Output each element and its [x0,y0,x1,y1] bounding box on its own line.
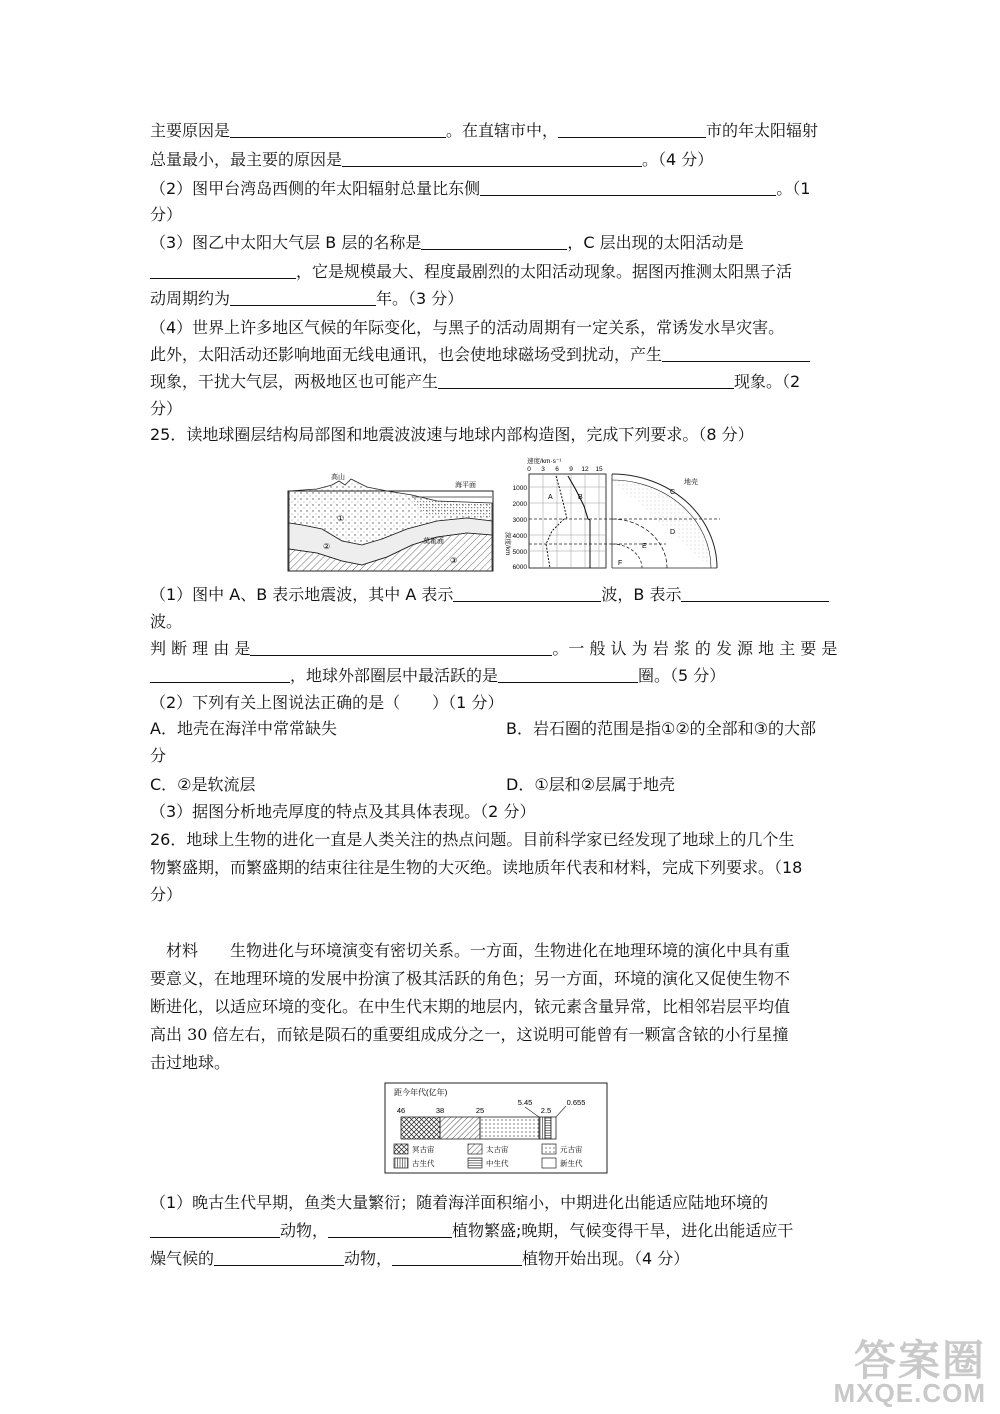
text-line [150,261,792,283]
text: 圈。（5 分） [638,666,726,685]
q25-2-line: （2）下列有关上图说法正确的是（ ）（1 分） [150,693,504,712]
text: 动周期约为 [150,289,231,308]
text: ，C 层出现的太阳活动是 [567,233,744,252]
answer-blank[interactable] [250,639,552,656]
legend-label: 太古宙 [486,1145,509,1154]
earth-sphere-figure [287,473,497,573]
text: 现象。（2 [734,372,801,391]
mesozoic-segment [545,1117,551,1139]
answer-blank[interactable] [681,585,829,602]
legend-label: 中生代 [486,1159,509,1168]
tick-label: 5.45 [517,1098,533,1107]
answer-blank[interactable] [421,233,567,250]
q24-4-line: （4）世界上许多地区气候的年际变化，与黑子的活动周期有一定关系，常诱发水旱灾害。 [150,318,785,337]
q26-stem-2: 物繁盛期，而繁盛期的结束往往是生物的大灭绝。读地质年代表和材料，完成下列要求。（18 [150,858,803,877]
label-b: B [578,494,583,501]
answer-blank[interactable] [453,585,601,602]
text: 燥气候的 [150,1249,215,1268]
text-line [150,288,463,310]
legend-swatch [468,1158,482,1168]
answer-blank[interactable] [150,1221,280,1238]
q25-3-line: （3）据图分析地壳厚度的特点及其具体表现。（2 分） [150,802,536,821]
legend-swatch [394,1158,408,1168]
label-c: C [670,489,676,496]
tick-label: 0.655 [566,1098,586,1107]
tick-label: 0 [527,466,531,473]
answer-blank[interactable] [392,1249,522,1266]
q24-line-2 [150,149,713,171]
watermark-logo: 答案圈 [853,1337,986,1384]
text-line [150,371,800,393]
tick-label: 12 [581,466,589,473]
hadean-segment [401,1117,440,1139]
text: 现象，干扰大气层，两极地区也可能产生 [150,372,439,391]
text: （2）图甲台湾岛西侧的年太阳辐射总量比东侧 [150,179,481,198]
text-line: 分 [150,746,167,765]
mountain-label: 高山 [331,474,345,481]
seismic-wave-figure [494,456,720,570]
text-line [150,1248,689,1270]
answer-blank[interactable] [498,666,638,683]
y-tick-labels [513,485,528,570]
text: 动物， [344,1249,393,1268]
q24-line-1 [150,120,818,142]
cenozoic-segment [551,1117,556,1139]
text-line: 分） [150,885,183,904]
text-line: 分） [150,205,183,224]
proterozoic-segment [480,1117,539,1139]
text-line [150,665,725,687]
material-line: 材料 生物进化与环境演变有密切关系。一方面，生物进化在地理环境的演化中具有重 [150,941,791,960]
q26-stem-1: 26．地球上生物的进化一直是人类关注的热点问题。目前科学家已经发现了地球上的几个生 [150,830,795,849]
label-f: F [618,560,623,567]
label-e: E [642,543,647,550]
text-line: 分） [150,399,183,418]
text-line [150,1220,793,1242]
text: （1）图中 A、B 表示地震波，其中 A 表示 [150,585,454,604]
material-line: 要意义，在地理环境的发展中扮演了极其活跃的角色；另一方面，环境的演化又促使生物不 [150,969,791,988]
text: 动物， [280,1221,329,1240]
text: 波，B 表示 [601,585,682,604]
sea-level-label: 海平面 [455,482,476,489]
text: 判 断 理 由 是 [150,639,251,658]
material-line: 高出 30 倍左右，而铱是陨石的重要组成成分之一，这说明可能曾有一颗富含铱的小行星撞 [150,1025,789,1044]
text: ，它是规模最大、程度最剧烈的太阳活动现象。据图丙推测太阳黑子活 [296,262,793,281]
text: ，地球外部圈层中最活跃的是 [290,666,499,685]
tick-label: 5000 [512,549,527,556]
q24-2-line [150,178,810,200]
crust-label: 地壳 [684,479,698,486]
text-line [150,638,837,660]
option-a[interactable]: A．地壳在海洋中常常缺失 [150,719,337,738]
legend-label: 冥古宙 [412,1145,435,1154]
tick-label: 1000 [512,485,527,492]
answer-blank[interactable] [480,179,776,196]
tick-label: 4000 [512,533,527,540]
tick-label: 6 [555,466,559,473]
inner-core-boundary [612,544,642,568]
speed-axis-label: 速度/km·s⁻¹ [527,458,562,465]
answer-blank[interactable] [230,121,446,138]
q25-stem: 25．读地球圈层结构局部图和地震波波速与地球内部构造图，完成下列要求。（8 分） [150,425,754,444]
text: 植物繁盛;晚期，气候变得干旱，进化出能适应干 [452,1221,794,1240]
x-tick-labels [527,466,603,473]
legend-label: 古生代 [412,1159,435,1168]
tick-label: 46 [396,1106,406,1115]
option-d[interactable]: D．①层和②层属于地壳 [506,775,676,794]
answer-blank[interactable] [214,1249,344,1266]
legend-swatch [542,1158,556,1168]
legend-swatch [542,1144,556,1154]
tick-label: 3000 [512,517,527,524]
material-line: 断进化，以适应环境的变化。在中生代末期的地层内，铱元素含量异常，比相邻岩层平均值 [150,997,791,1016]
text: 年。（3 分） [376,289,464,308]
figure-title: 距今年代(亿年) [394,1088,448,1097]
text: 主要原因是 [150,121,231,140]
archean-segment [440,1117,480,1139]
q26-1-line: （1）晚古生代早期，鱼类大量繁衍；随着海洋面积缩小，中期进化出能适应陆地环境的 [150,1193,769,1212]
tick-label: 6000 [512,564,527,570]
answer-blank[interactable] [662,345,810,362]
answer-blank[interactable] [438,372,734,389]
text: 。一 般 认 为 岩 浆 的 发 源 地 主 要 是 [552,639,838,658]
depth-axis-label: 深度/km [504,532,511,556]
text-line: 波。 [150,612,183,631]
paleozoic-segment [539,1117,545,1139]
tick-label: 9 [569,466,573,473]
text: 市的年太阳辐射 [706,121,819,140]
material-line: 击过地球。 [150,1053,231,1072]
tick-label: 3 [541,466,545,473]
legend-swatch [394,1144,408,1154]
q25-1-line [150,584,829,606]
answer-blank[interactable] [230,289,376,306]
plot-frame [529,474,606,568]
text: 总量最小，最主要的原因是 [150,150,343,169]
answer-blank[interactable] [150,262,296,279]
text: （3）图乙中太阳大气层 B 层的名称是 [150,233,422,252]
tick-label: 25 [475,1106,485,1115]
text: 。（4 分） [642,150,714,169]
moho-label: 莫霍面 [423,538,444,545]
tick-label: 38 [435,1106,445,1115]
geologic-time-figure [384,1082,608,1174]
text-line [150,344,810,366]
watermark-url: MXQE.COM [833,1378,986,1408]
answer-blank[interactable] [558,121,706,138]
tick-label: 15 [595,466,603,473]
layer-3-label: ③ [450,556,458,565]
tick-label: 2.5 [540,1106,552,1115]
answer-blank[interactable] [328,1221,452,1238]
legend-label: 新生代 [560,1159,583,1168]
answer-blank[interactable] [150,666,290,683]
layer-2-label: ② [323,542,331,551]
text: 。在直辖市中， [446,121,559,140]
q24-3-line [150,232,744,254]
text: 。（1 [776,179,811,198]
label-d: D [670,529,676,536]
crust-shading [612,480,711,568]
legend-label: 元古宙 [560,1145,583,1154]
text: 此外，太阳活动还影响地面无线电通讯，也会使地球磁场受到扰动，产生 [150,345,663,364]
label-a: A [548,494,553,501]
timeline-bar [401,1117,556,1139]
answer-blank[interactable] [342,150,642,167]
option-c[interactable]: C．②是软流层 [150,775,256,794]
text: 植物开始出现。（4 分） [522,1249,690,1268]
option-b[interactable]: B．岩石圈的范围是指①②的全部和③的大部 [506,719,817,738]
layer-1-label: ① [337,514,345,523]
legend-swatch [468,1144,482,1154]
tick-label: 2000 [512,501,527,508]
